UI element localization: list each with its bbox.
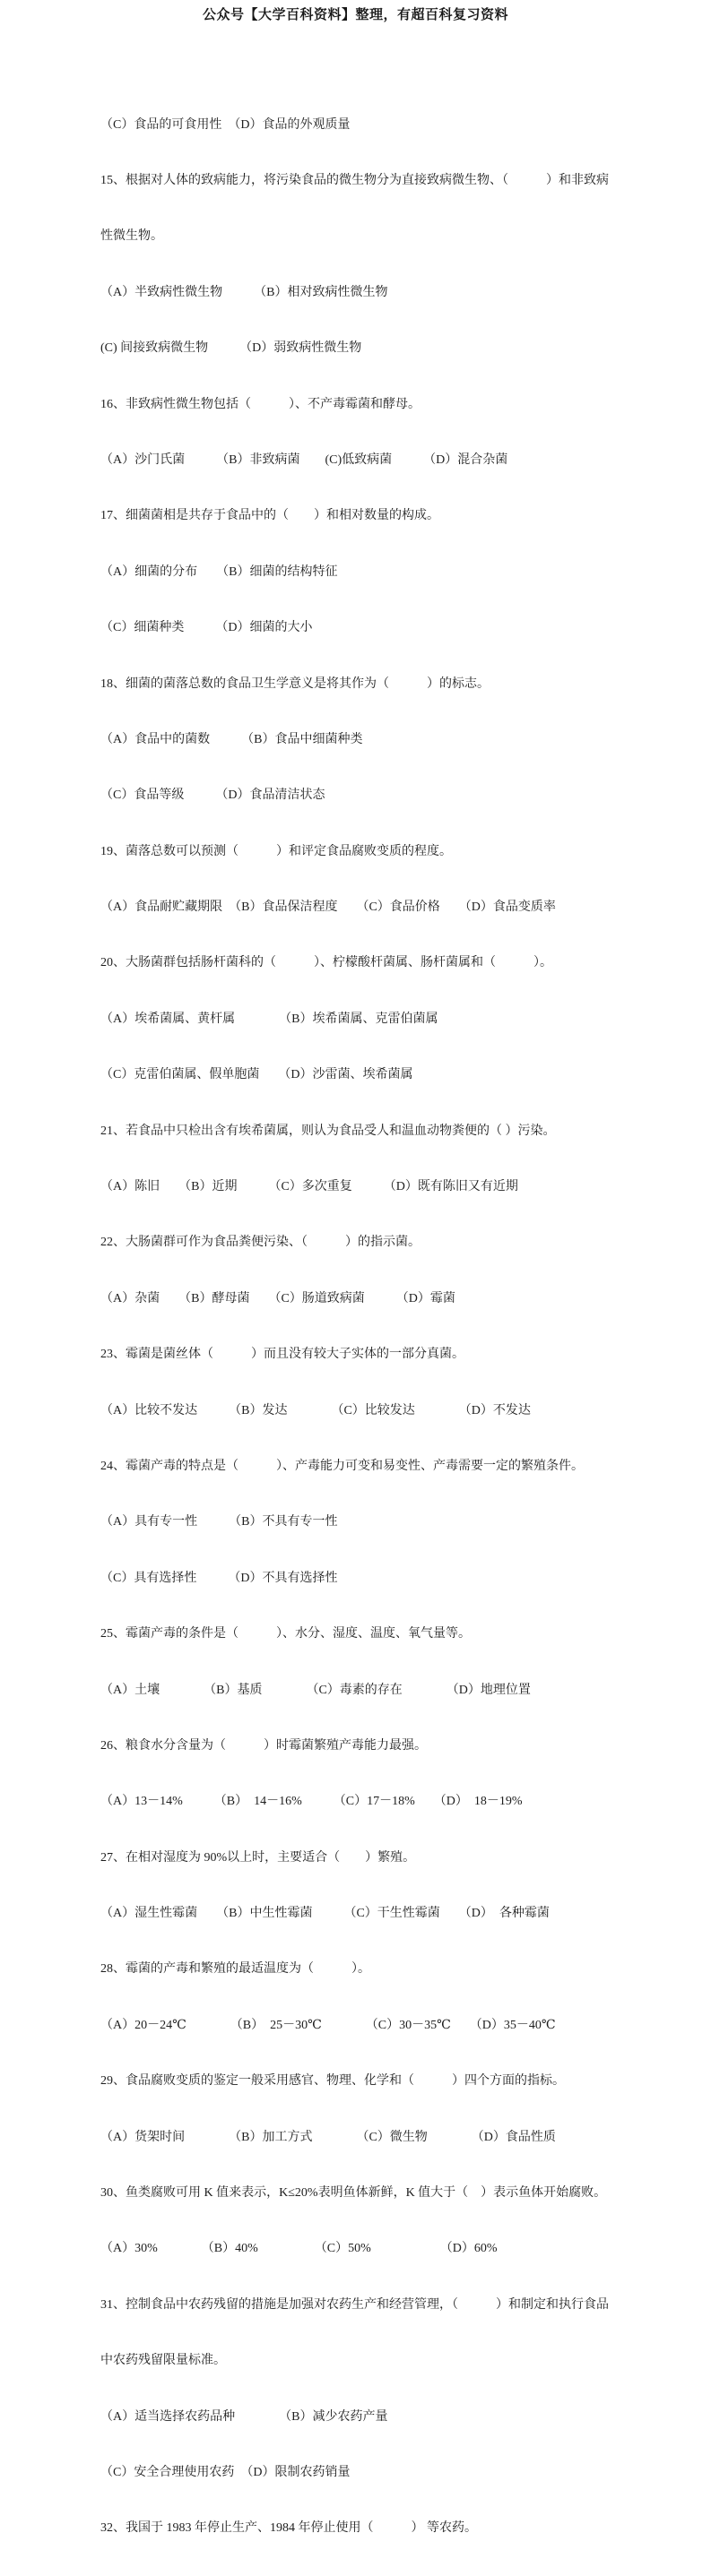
doc-line: （C）克雷伯菌属、假单胞菌 （D）沙雷菌、埃希菌属	[100, 1068, 413, 1082]
document-body	[100, 79, 638, 2576]
doc-line: 30、鱼类腐败可用 K 值来表示，K≤20%表明鱼体新鲜，K 值大于（ ）表示鱼体开始腐败。	[100, 2186, 607, 2201]
doc-line: 20、大肠菌群包括肠杆菌科的（ ）、柠檬酸杆菌属、肠杆菌属和（ ）。	[100, 956, 552, 970]
doc-line: 27、在相对湿度为 90%以上时，主要适合（ ）繁殖。	[100, 1850, 416, 1865]
doc-line: （A）食品中的菌数 （B）食品中细菌种类	[100, 732, 363, 746]
doc-line: 31、控制食品中农药残留的措施是加强对农药生产和经营管理，（ ）和制定和执行食品	[100, 2297, 609, 2312]
doc-line: （A）30% （B）40% （C）50% （D）60%	[100, 2242, 498, 2256]
doc-line: 16、非致病性微生物包括（ ）、不产毒霉菌和酵母。	[100, 397, 421, 411]
doc-line: （C）安全合理使用农药 （D）限制农药销量	[100, 2466, 351, 2479]
doc-line: （A）细菌的分布 （B）细菌的结构特征	[100, 564, 338, 579]
doc-line: 28、霉菌的产毒和繁殖的最适温度为（ ）。	[100, 1962, 370, 1977]
doc-line: 22、大肠菌群可作为食品粪便污染、（ ）的指示菌。	[100, 1236, 421, 1250]
doc-line: （A）20－24℃ （B） 25－30℃ （C）30－35℃ （D）35－40℃	[100, 2018, 556, 2032]
doc-line: 性微生物。	[100, 229, 163, 244]
doc-line: （A）食品耐贮藏期限 （B）食品保洁程度 （C）食品价格 （D）食品变质率	[100, 900, 556, 915]
doc-line: （C）食品的可食用性 （D）食品的外观质量	[100, 117, 351, 132]
doc-line: （C）具有选择性 （D）不具有选择性	[100, 1571, 338, 1585]
doc-line: 15、根据对人体的致病能力，将污染食品的微生物分为直接致病微生物、（ ）和非致病	[100, 173, 609, 187]
doc-line: （A）沙门氏菌 （B）非致病菌 (C)低致病菌 （D）混合杂菌	[100, 452, 508, 467]
doc-line: （A）埃希菌属、黄杆属 （B）埃希菌属、克雷伯菌属	[100, 1012, 438, 1026]
doc-line: 中农药残留限量标准。	[100, 2354, 226, 2368]
doc-line: （A）具有专一性 （B）不具有专一性	[100, 1515, 338, 1529]
doc-line: 17、细菌菌相是共存于食品中的（ ）和相对数量的构成。	[100, 509, 439, 523]
doc-line: （A）陈旧 （B）近期 （C）多次重复 （D）既有陈旧又有近期	[100, 1180, 518, 1194]
doc-line: 23、霉菌是菌丝体（ ）而且没有较大子实体的一部分真菌。	[100, 1348, 464, 1362]
doc-line: 24、霉菌产毒的特点是（ ）、产毒能力可变和易变性、产毒需要一定的繁殖条件。	[100, 1459, 584, 1473]
doc-line: （A）13－14% （B） 14－16% （C）17－18% （D） 18－19%	[100, 1795, 523, 1809]
doc-line: (C) 间接致病微生物 （D）弱致病性微生物	[100, 341, 362, 356]
doc-line: （C）食品等级 （D）食品清洁状态	[100, 788, 325, 803]
doc-line: 29、食品腐败变质的鉴定一般采用感官、物理、化学和（ ）四个方面的指标。	[100, 2074, 565, 2089]
doc-line: （A）适当选择农药品种 （B）减少农药产量	[100, 2409, 388, 2424]
doc-line: 21、若食品中只检出含有埃希菌属，则认为食品受人和温血动物粪便的（ ）污染。	[100, 1124, 556, 1138]
doc-line: （A）半致病性微生物 （B）相对致病性微生物	[100, 285, 388, 299]
doc-line: （A）比较不发达 （B）发达 （C）比较发达 （D）不发达	[100, 1403, 531, 1417]
doc-line: 32、我国于 1983 年停止生产、1984 年停止使用（ ） 等农药。	[100, 2521, 477, 2536]
doc-line: 25、霉菌产毒的条件是（ ）、水分、湿度、温度、氧气量等。	[100, 1627, 471, 1641]
doc-line: 26、粮食水分含量为（ ）时霉菌繁殖产毒能力最强。	[100, 1738, 427, 1753]
doc-line: 19、菌落总数可以预测（ ）和评定食品腐败变质的程度。	[100, 844, 452, 858]
doc-line: （A）货架时间 （B）加工方式 （C）微生物 （D）食品性质	[100, 2130, 556, 2144]
doc-line: （A）土壤 （B）基质 （C）毒素的存在 （D）地理位置	[100, 1683, 531, 1697]
doc-line: （A）杂菌 （B）酵母菌 （C）肠道致病菌 （D）霉菌	[100, 1291, 455, 1305]
doc-line: 18、细菌的菌落总数的食品卫生学意义是将其作为（ ）的标志。	[100, 676, 490, 691]
page-header: 公众号【大学百科资料】整理，有超百科复习资料	[202, 8, 508, 22]
doc-line: （A）湿生性霉菌 （B）中生性霉菌 （C）干生性霉菌 （D） 各种霉菌	[100, 1907, 550, 1921]
doc-line: （C）细菌种类 （D）细菌的大小	[100, 621, 313, 635]
